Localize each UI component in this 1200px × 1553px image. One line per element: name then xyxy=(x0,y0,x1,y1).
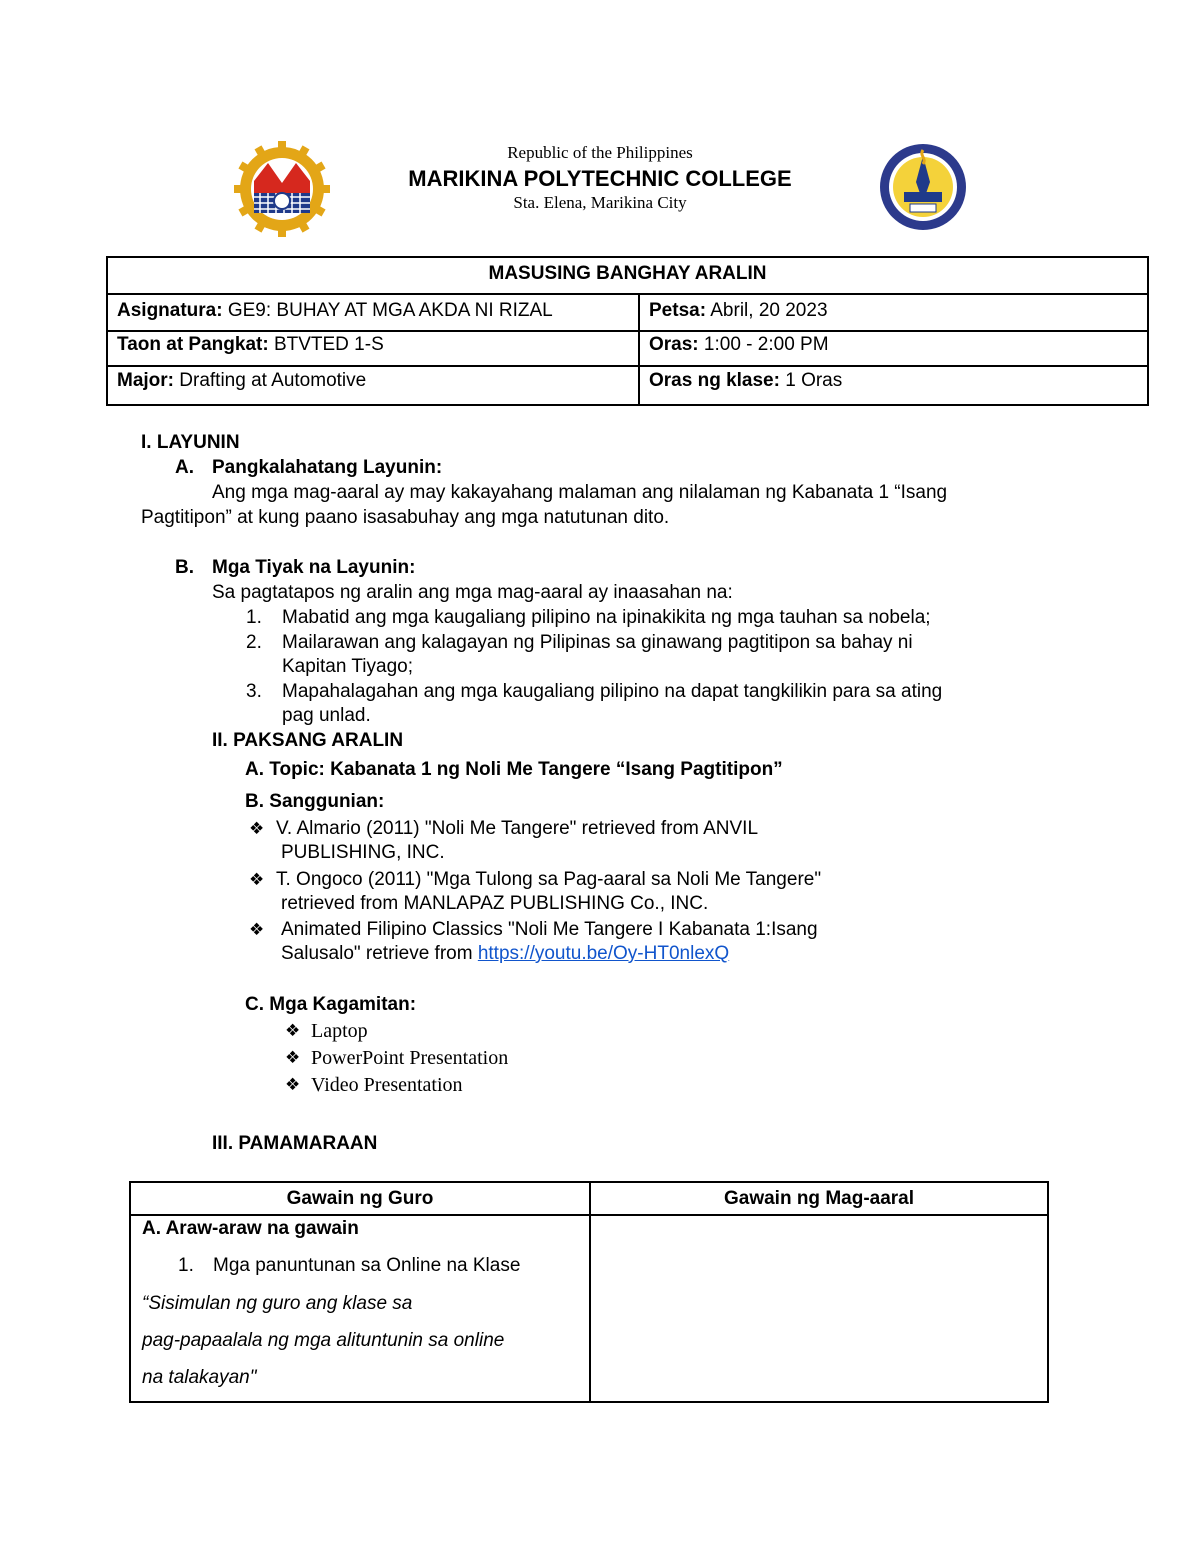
layunin-heading: I. LAYUNIN xyxy=(141,432,240,453)
reference-text-cont: retrieved from MANLAPAZ PUBLISHING Co., INC. xyxy=(281,893,709,914)
objective-text-cont: Kapitan Tiyago; xyxy=(282,656,413,677)
teacher-note-cont: pag-papaalala ng mga alituntunin sa online xyxy=(142,1330,505,1351)
oras-value: 1:00 - 2:00 PM xyxy=(698,334,829,355)
reference-text-prefix: Salusalo" retrieve from xyxy=(281,943,478,964)
reference-text-cont: PUBLISHING, INC. xyxy=(281,842,445,863)
objective-text-cont: pag unlad. xyxy=(282,705,371,726)
bullet-diamond-icon: ❖ xyxy=(285,1021,301,1041)
objective-num: 2. xyxy=(246,632,262,653)
layunin-a-line2: Pagtitipon” at kung paano isasabuhay ang mga natutunan dito. xyxy=(141,507,670,528)
major-value: Drafting at Automotive xyxy=(174,370,367,391)
layunin-a-title: Pangkalahatang Layunin: xyxy=(212,457,443,478)
bullet-diamond-icon: ❖ xyxy=(249,870,265,890)
oras-klase-cell xyxy=(649,370,842,392)
reference-text: T. Ongoco (2011) "Mga Tulong sa Pag-aaral sa Noli Me Tangere" xyxy=(276,869,822,890)
bullet-diamond-icon: ❖ xyxy=(249,819,265,839)
teacher-note: “Sisimulan ng guro ang klase sa xyxy=(142,1293,413,1314)
layunin-b-label: B. xyxy=(175,557,194,578)
oras-cell xyxy=(649,334,829,356)
objective-text: Mapahalagahan ang mga kaugaliang pilipino na dapat tangkilikin para sa ating xyxy=(282,681,943,702)
paksang-heading: II. PAKSANG ARALIN xyxy=(212,730,404,751)
taon-value: BTVTED 1-S xyxy=(268,334,384,355)
layunin-b-intro: Sa pagtatapos ng aralin ang mga mag-aaral ay inaasahan na: xyxy=(212,582,733,603)
reference-text: Animated Filipino Classics "Noli Me Tangere I Kabanata 1:Isang xyxy=(281,919,818,940)
college-name: MARIKINA POLYTECHNIC COLLEGE xyxy=(408,166,792,191)
section-a-title: A. Araw-araw na gawain xyxy=(142,1218,359,1239)
asignatura-label: Asignatura: xyxy=(117,300,223,321)
step-text: Mga panuntunan sa Online na Klase xyxy=(213,1255,521,1276)
col-header-guro: Gawain ng Guro xyxy=(286,1188,434,1209)
procedure-table xyxy=(129,1181,1049,1403)
asignatura-cell xyxy=(117,300,553,322)
asignatura-value: GE9: BUHAY AT MGA AKDA NI RIZAL xyxy=(222,300,553,321)
oras-label: Oras: xyxy=(649,334,699,355)
oras-klase-label: Oras ng klase: xyxy=(649,370,780,391)
youtube-reference-link[interactable]: https://youtu.be/Oy-HT0nlexQ xyxy=(477,943,730,964)
oras-klase-value: 1 Oras xyxy=(779,370,843,391)
objective-text: Mailarawan ang kalagayan ng Pilipinas sa ginawang pagtitipon sa bahay ni xyxy=(282,632,913,653)
pamamaraan-heading: III. PAMAMARAAN xyxy=(212,1133,378,1154)
col-header-mag-aaral: Gawain ng Mag-aaral xyxy=(723,1188,915,1209)
major-label: Major: xyxy=(117,370,174,391)
objective-num: 1. xyxy=(246,607,262,628)
teacher-note-cont: na talakayan" xyxy=(142,1367,257,1388)
material-item: PowerPoint Presentation xyxy=(311,1047,509,1069)
sanggunian-title: B. Sanggunian: xyxy=(245,791,385,812)
petsa-cell xyxy=(649,300,828,322)
taon-cell xyxy=(117,334,384,356)
kagamitan-title: C. Mga Kagamitan: xyxy=(245,994,417,1015)
layunin-a-label: A. xyxy=(175,457,194,478)
lesson-info-table xyxy=(106,256,1149,406)
lesson-plan-title: MASUSING BANGHAY ARALIN xyxy=(488,263,767,284)
college-address: Sta. Elena, Marikina City xyxy=(513,193,687,212)
objective-text: Mabatid ang mga kaugaliang pilipino na ipinakikita ng mga tauhan sa nobela; xyxy=(282,607,931,628)
petsa-label: Petsa: xyxy=(649,300,707,321)
reference-text: V. Almario (2011) "Noli Me Tangere" retrieved from ANVIL xyxy=(276,818,759,839)
step-num: 1. xyxy=(178,1255,194,1276)
layunin-b-title: Mga Tiyak na Layunin: xyxy=(212,557,416,578)
objective-num: 3. xyxy=(246,681,262,702)
material-item: Laptop xyxy=(311,1020,368,1042)
petsa-value: Abril, 20 2023 xyxy=(706,300,828,321)
bullet-diamond-icon: ❖ xyxy=(285,1075,301,1095)
taon-label: Taon at Pangkat: xyxy=(117,334,269,355)
btvted-logo xyxy=(878,142,968,232)
bullet-diamond-icon: ❖ xyxy=(249,920,265,940)
material-item: Video Presentation xyxy=(311,1074,463,1096)
bullet-diamond-icon: ❖ xyxy=(285,1048,301,1068)
topic-line: A. Topic: Kabanata 1 ng Noli Me Tangere “Isang Pagtitipon” xyxy=(245,759,783,780)
layunin-a-line1: Ang mga mag-aaral ay may kakayahang malaman ang nilalaman ng Kabanata 1 “Isang xyxy=(212,482,948,503)
major-cell xyxy=(117,370,366,392)
reference-text-cont xyxy=(281,942,729,966)
republic-text: Republic of the Philippines xyxy=(507,143,693,162)
